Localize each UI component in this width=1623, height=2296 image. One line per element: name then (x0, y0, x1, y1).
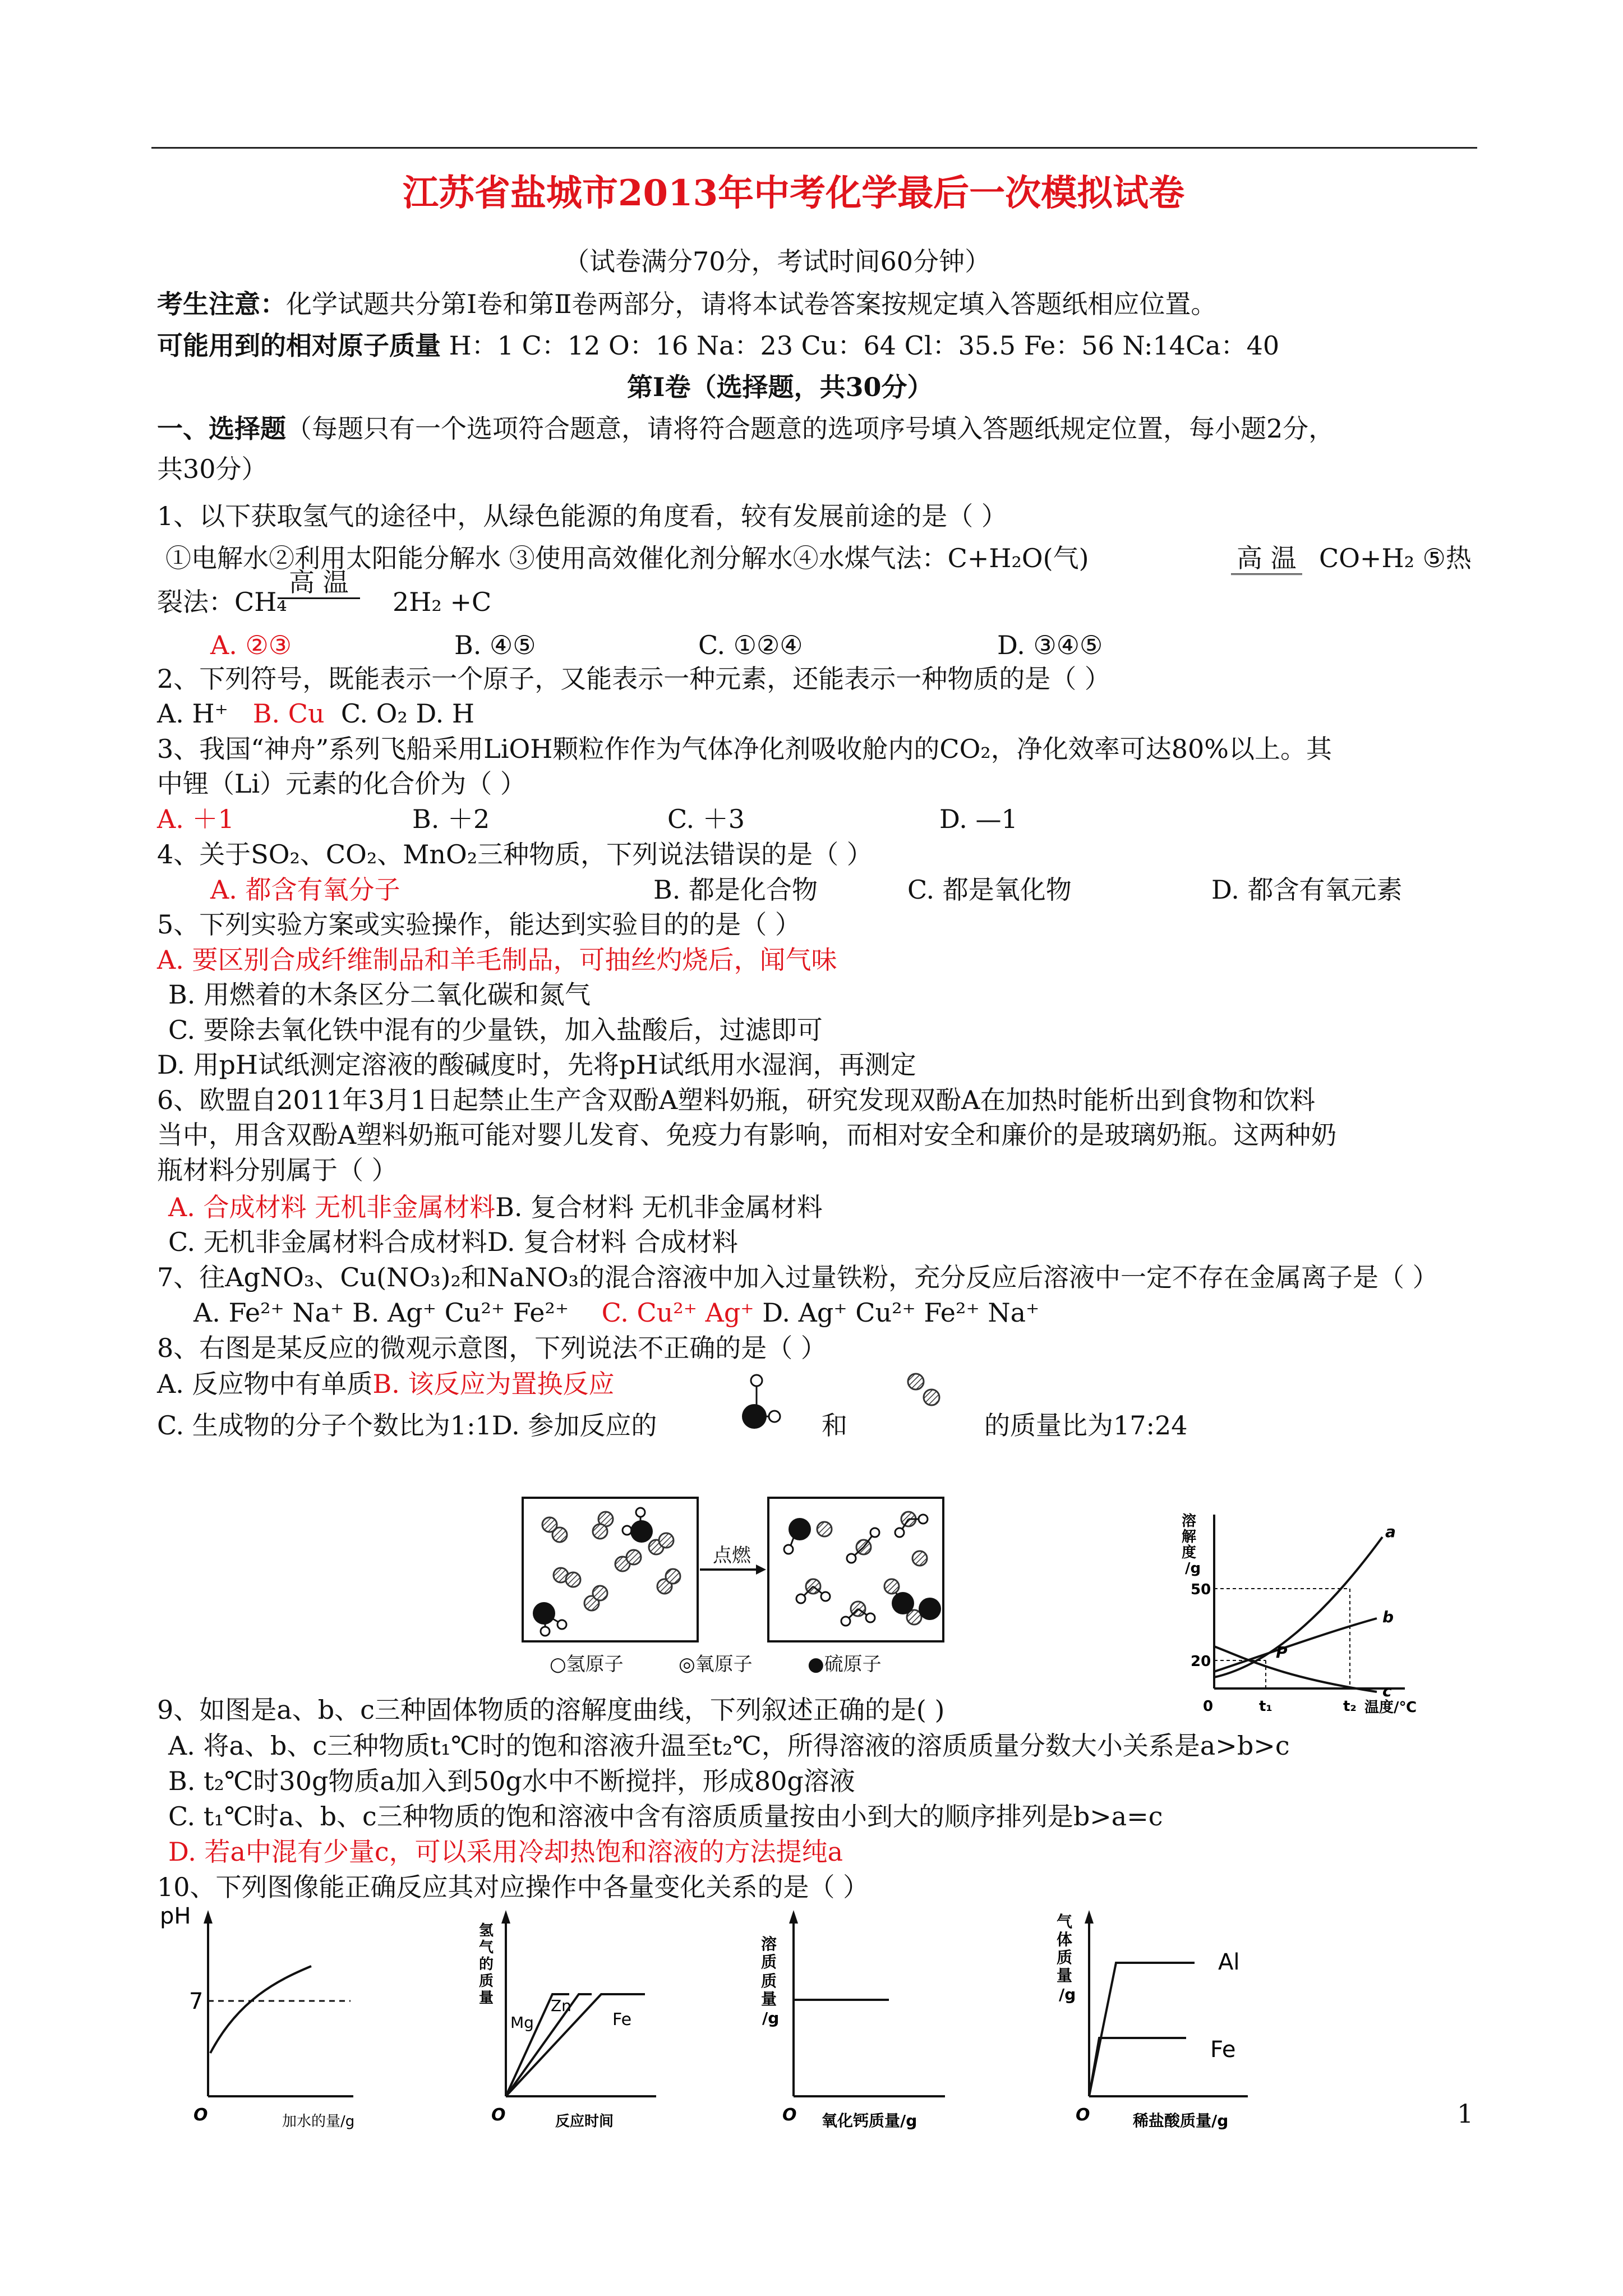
q1-line2-a: ①电解水 (165, 543, 269, 573)
q9-option-b: B. t₂℃时30g物质a加入到50g水中不断搅拌，形成80g溶液 (168, 1766, 855, 1796)
graph-y-label-1: 溶 (1182, 1513, 1197, 1530)
q10-stem: 10、下列图像能正确反应其对应操作中各量变化关系的是（ ） (157, 1872, 869, 1902)
q3-option-a: A. ＋1 (157, 804, 234, 834)
g3-y-label-5: /g (762, 2009, 780, 2027)
g4-y-label-4: 量 (1057, 1966, 1073, 1985)
q2-stem: 2、下列符号，既能表示一个原子，又能表示一种元素，还能表示一种物质的是（ ） (157, 664, 1110, 694)
q1-option-d: D. ③④⑤ (997, 630, 1103, 660)
section-text: （每题只有一个选项符合题意，请将符合题意的选项序号填入答题纸规定位置，每小题2分， (286, 413, 1335, 444)
q9-option-a: A. 将a、b、c三种物质t₁℃时的饱和溶液升温至t₂℃，所得溶液的溶质质量分数大小关系是a>b>c (168, 1731, 1290, 1761)
q6-stem: 6、欧盟自2011年3月1日起禁止生产含双酚A塑料奶瓶，研究发现双酚A在加热时能析出到食物和饮料 (157, 1085, 1316, 1115)
g1-origin: O (193, 2105, 208, 2125)
g2-mg-label: Mg (510, 2013, 534, 2032)
g4-y-label-5: /g (1059, 1985, 1076, 2004)
solubility-graph (1181, 1509, 1450, 1733)
notice-text: 化学试题共分第Ⅰ卷和第Ⅱ卷两部分，请将本试卷答案按规定填入答题纸相应位置。 (286, 289, 1217, 319)
q4-stem: 4、关于SO₂、CO₂、MnO₂三种物质，下列说法错误的是（ ） (157, 839, 873, 869)
reaction-diagram (522, 1497, 1094, 1676)
tick-20: 20 (1191, 1653, 1211, 1670)
q10-graph-hydrogen (471, 1904, 695, 2129)
q6-options-ab (168, 1190, 823, 1224)
q10-graph-ph (160, 1904, 384, 2129)
q7-options (193, 1296, 1039, 1329)
curve-a-label: a (1385, 1522, 1396, 1541)
q2-option-cd: C. O₂ D. H (340, 698, 475, 729)
q6-options-cd (168, 1225, 738, 1259)
q4-option-d: D. 都含有氧元素 (1211, 875, 1403, 905)
q9-option-d: D. 若a中混有少量c，可以采用冷却热饱和溶液的方法提纯a (168, 1837, 843, 1867)
q2-option-b: B. Cu (252, 698, 325, 729)
q5-option-b: B. 用燃着的木条区分二氧化碳和氮气 (168, 979, 591, 1010)
q1-cond-1-text: 高 温 (1231, 543, 1302, 575)
tick-50: 50 (1191, 1581, 1211, 1598)
q8-stem: 8、右图是某反应的微观示意图，下列说法不正确的是（ ） (157, 1333, 827, 1363)
q6-option-a: A. 合成材料 无机非金属材料 (168, 1192, 496, 1222)
atomic-mass-label: 可能用到的相对原子质量 (157, 330, 441, 361)
exam-info: （试卷满分70分，考试时间60分钟） (564, 246, 991, 277)
notice-label: 考生注意： (157, 289, 286, 319)
q3-option-d: D. —1 (939, 804, 1018, 834)
q8-option-a: A. 反应物中有单质 (157, 1369, 373, 1399)
g3-origin: O (782, 2105, 797, 2125)
g4-line-fe (1089, 2038, 1186, 2096)
g3-y-label-2: 质 (761, 1953, 777, 1971)
q4-option-c: C. 都是氧化物 (907, 875, 1072, 905)
q1-option-a: A. ②③ (210, 630, 292, 660)
tick-t2: t₂ (1343, 1698, 1357, 1715)
g1-tick-7: 7 (189, 1989, 204, 2014)
g3-y-label-3: 质 (761, 1972, 777, 1990)
q9-stem: 9、如图是a、b、c三种固体物质的溶解度曲线，下列叙述正确的是( ) (157, 1695, 945, 1725)
g1-y-label: pH (160, 1903, 191, 1929)
q3-stem: 3、我国“神舟”系列飞船采用LiOH颗粒作作为气体净化剂吸收舱内的CO₂，净化效率可达80%以上。其 (157, 734, 1332, 764)
q1-option-b: B. ④⑤ (454, 630, 536, 660)
q3-stem-2: 中锂（Li）元素的化合价为（ ） (157, 769, 526, 799)
q5-option-a: A. 要区别合成纤维制品和羊毛制品，可抽丝灼烧后，闻气味 (157, 945, 837, 975)
q7-stem: 7、往AgNO₃、Cu(NO₃)₂和NaNO₃的混合溶液中加入过量铁粉，充分反应后溶液中一定不存在金属离子是（ ） (157, 1262, 1438, 1292)
g4-fe-label: Fe (1210, 2037, 1236, 2063)
q6-stem-3: 瓶材料分别属于（ ） (157, 1155, 398, 1185)
graph-y-label-3: 度 (1182, 1544, 1197, 1561)
q1-line3-a: 裂法：CH₄ (157, 587, 287, 617)
q2-option-a: A. H⁺ (157, 698, 228, 729)
q1-line2-b: ②利用太阳能分解水 ③使用高效催化剂分解水④水煤气法：C+H₂O(气) (269, 543, 1089, 573)
g2-y-label-5: 量 (479, 1990, 494, 2007)
q2-options (157, 697, 474, 730)
g2-y-label-3: 的 (479, 1956, 494, 1973)
legend-sulfur: ●硫原子 (808, 1653, 882, 1676)
q6-option-d: D. 复合材料 合成材料 (487, 1227, 738, 1257)
q6-option-b: B. 复合材料 无机非金属材料 (495, 1192, 823, 1222)
section-label: 一、选择题 (157, 413, 286, 444)
section-text-2: 共30分） (157, 454, 268, 484)
graph-origin: 0 (1203, 1698, 1214, 1715)
header-rule (151, 147, 1477, 149)
tick-t1: t₁ (1259, 1698, 1272, 1715)
q5-stem: 5、下列实验方案或实验操作，能达到实验目的的是（ ） (157, 909, 801, 940)
q10-graph-solute (760, 1904, 984, 2129)
q4-option-b: B. 都是化合物 (653, 875, 818, 905)
q1-cond-1 (1231, 541, 1302, 575)
g2-y-label-2: 气 (479, 1939, 494, 1956)
g4-origin: O (1076, 2105, 1090, 2125)
graph-y-label-2: 解 (1182, 1529, 1197, 1545)
g1-curve (210, 1966, 311, 2053)
part1-title: 第Ⅰ卷（选择题，共30分） (627, 372, 933, 402)
g2-y-label-1: 氢 (479, 1922, 494, 1939)
g3-y-label-4: 量 (761, 1990, 777, 2008)
notice-line (157, 287, 1216, 321)
legend-hydrogen: ○氢原子 (550, 1653, 624, 1676)
q3-option-b: B. ＋2 (412, 804, 490, 834)
g2-zn-label: Zn (551, 1996, 571, 2015)
q1-line3-b: 2H₂ +C (393, 587, 492, 617)
g2-y-label-4: 质 (479, 1973, 494, 1990)
g4-y-label-2: 体 (1057, 1930, 1073, 1949)
q10-graph-gas (1054, 1904, 1290, 2129)
q1-cond-2-text: 高 温 (278, 567, 360, 599)
graph-y-label-4: /g (1185, 1560, 1201, 1577)
q8-option-b: B. 该反应为置换反应 (372, 1369, 615, 1399)
arrow-label: 点燃 (713, 1544, 751, 1567)
q1-option-c: C. ①②④ (698, 630, 803, 660)
q9-option-c: C. t₁℃时a、b、c三种物质的饱和溶液中含有溶质质量按由小到大的顺序排列是b>a=c (168, 1801, 1163, 1832)
point-p-label: P (1276, 1643, 1288, 1662)
q3-option-c: C. ＋3 (667, 804, 745, 834)
g4-y-label-3: 质 (1057, 1948, 1073, 1967)
q6-option-c: C. 无机非金属材料合成材料 (168, 1227, 487, 1257)
q1-line2-c: CO+H₂ ⑤热 (1319, 543, 1472, 573)
g3-y-label-1: 溶 (761, 1935, 777, 1953)
page-title: 江苏省盐城市2013年中考化学最后一次模拟试卷 (403, 172, 1185, 214)
q7-option-d: D. Ag⁺ Cu²⁺ Fe²⁺ Na⁺ (762, 1297, 1040, 1328)
g2-x-label: 反应时间 (555, 2113, 614, 2130)
g1-x-label: 加水的量/g (282, 2113, 355, 2130)
q6-stem-2: 当中，用含双酚A塑料奶瓶可能对婴儿发育、免疫力有影响，而相对安全和廉价的是玻璃奶瓶。这两种奶 (157, 1120, 1337, 1150)
page-number: 1 (1457, 2099, 1474, 2129)
section-heading (157, 412, 1334, 445)
q7-option-c: C. Cu²⁺ Ag⁺ (601, 1297, 754, 1328)
q5-option-d: D. 用pH试纸测定溶液的酸碱度时，先将pH试纸用水湿润，再测定 (157, 1050, 916, 1080)
q8-option-tail: 的质量比为17:24 (984, 1410, 1188, 1441)
g4-al-label: Al (1218, 1949, 1240, 1975)
o2-molecule-icon (906, 1372, 945, 1411)
q8-option-and: 和 (822, 1410, 847, 1441)
q1-cond-2 (278, 565, 360, 599)
atomic-mass-text: H：1 C：12 O：16 Na：23 Cu：64 Cl：35.5 Fe：56 N:14Ca：40 (449, 330, 1280, 361)
curve-b (1214, 1618, 1377, 1672)
q4-option-a: A. 都含有氧分子 (210, 875, 400, 905)
legend-oxygen: ◎氧原子 (679, 1653, 753, 1676)
g2-fe-label: Fe (612, 2010, 632, 2030)
q1-stem: 1、以下获取氢气的途径中，从绿色能源的角度看，较有发展前途的是（ ） (157, 501, 1007, 531)
g4-x-label: 稀盐酸质量/g (1133, 2111, 1229, 2130)
g2-origin: O (491, 2105, 506, 2125)
q8-options-ab (157, 1367, 615, 1401)
curve-b-label: b (1382, 1608, 1394, 1626)
h2s-molecule-icon (732, 1372, 782, 1439)
g4-line-al (1089, 1963, 1195, 2096)
graph-x-label: 温度/℃ (1364, 1699, 1417, 1716)
atomic-mass-line (157, 329, 1279, 362)
q5-option-c: C. 要除去氧化铁中混有的少量铁，加入盐酸后，过滤即可 (168, 1015, 823, 1045)
g3-x-label: 氧化钙质量/g (822, 2111, 917, 2130)
g4-y-label-1: 气 (1057, 1912, 1073, 1931)
q7-option-ab: A. Fe²⁺ Na⁺ B. Ag⁺ Cu²⁺ Fe²⁺ (193, 1297, 569, 1328)
curve-c-label: c (1382, 1682, 1392, 1700)
q8-option-c: C. 生成物的分子个数比为1:1D. 参加反应的 (157, 1410, 657, 1441)
